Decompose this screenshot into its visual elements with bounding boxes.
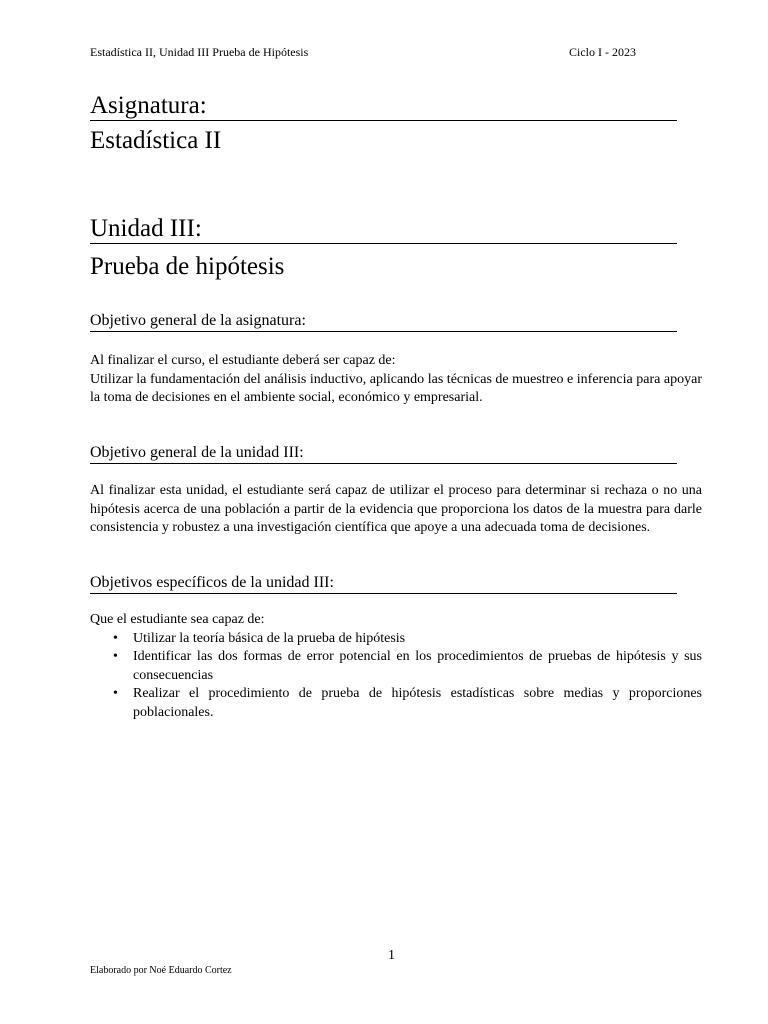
objetivos-especificos-block [90, 611, 702, 722]
list-item-text: Identificar las dos formas de error potencial en los procedimientos de pruebas de hipótesis y sus consecuencias [133, 649, 702, 683]
objetivo-unidad-title: Objetivo general de la unidad III: [90, 443, 677, 464]
header-right-text: Ciclo I - 2023 [569, 45, 636, 59]
bullet-icon: • [113, 686, 118, 701]
objetivos-especificos-title: Objetivos específicos de la unidad III: [90, 573, 677, 594]
objetivos-especificos-intro: Que el estudiante sea capaz de: [90, 612, 265, 627]
objetivo-asignatura-intro: Al finalizar el curso, el estudiante deberá ser capaz de: [90, 353, 396, 368]
asignatura-label: Asignatura: [90, 92, 677, 121]
objetivo-asignatura-body: Utilizar la fundamentación del análisis inductivo, aplicando las técnicas de muestreo e inferencia para apoyar la toma de decisiones en el ambiente social, económico y empresarial. [90, 371, 702, 405]
list-item [90, 685, 702, 722]
asignatura-value: Estadística II [90, 127, 222, 154]
list-item [90, 630, 702, 649]
list-item [90, 648, 702, 685]
header-left-text: Estadística II, Unidad III Prueba de Hipótesis [90, 45, 309, 59]
unidad-label: Unidad III: [90, 215, 677, 244]
bullet-icon: • [113, 649, 118, 664]
list-item-text: Realizar el procedimiento de prueba de hipótesis estadísticas sobre medias y proporciones poblacionales. [133, 686, 702, 720]
objetivo-unidad-body: Al finalizar esta unidad, el estudiante será capaz de utilizar el proceso para determinar si rechaza o no una hipótesis acerca de una población a partir de la evidencia que proporciona los datos de la muestra para darle consistencia y robustez a una investigación científica que apoye a una adecuada toma de decisiones. [90, 483, 702, 535]
objetivos-list [90, 630, 702, 723]
objetivo-asignatura-text [90, 352, 702, 408]
objetivo-asignatura-title: Objetivo general de la asignatura: [90, 311, 677, 332]
unidad-value: Prueba de hipótesis [90, 253, 285, 280]
page-number: 1 [388, 948, 395, 963]
bullet-icon: • [113, 630, 118, 646]
footer-author: Elaborado por Noé Eduardo Cortez [90, 965, 232, 976]
list-item-text: Utilizar la teoría básica de la prueba de hipótesis [133, 630, 406, 646]
